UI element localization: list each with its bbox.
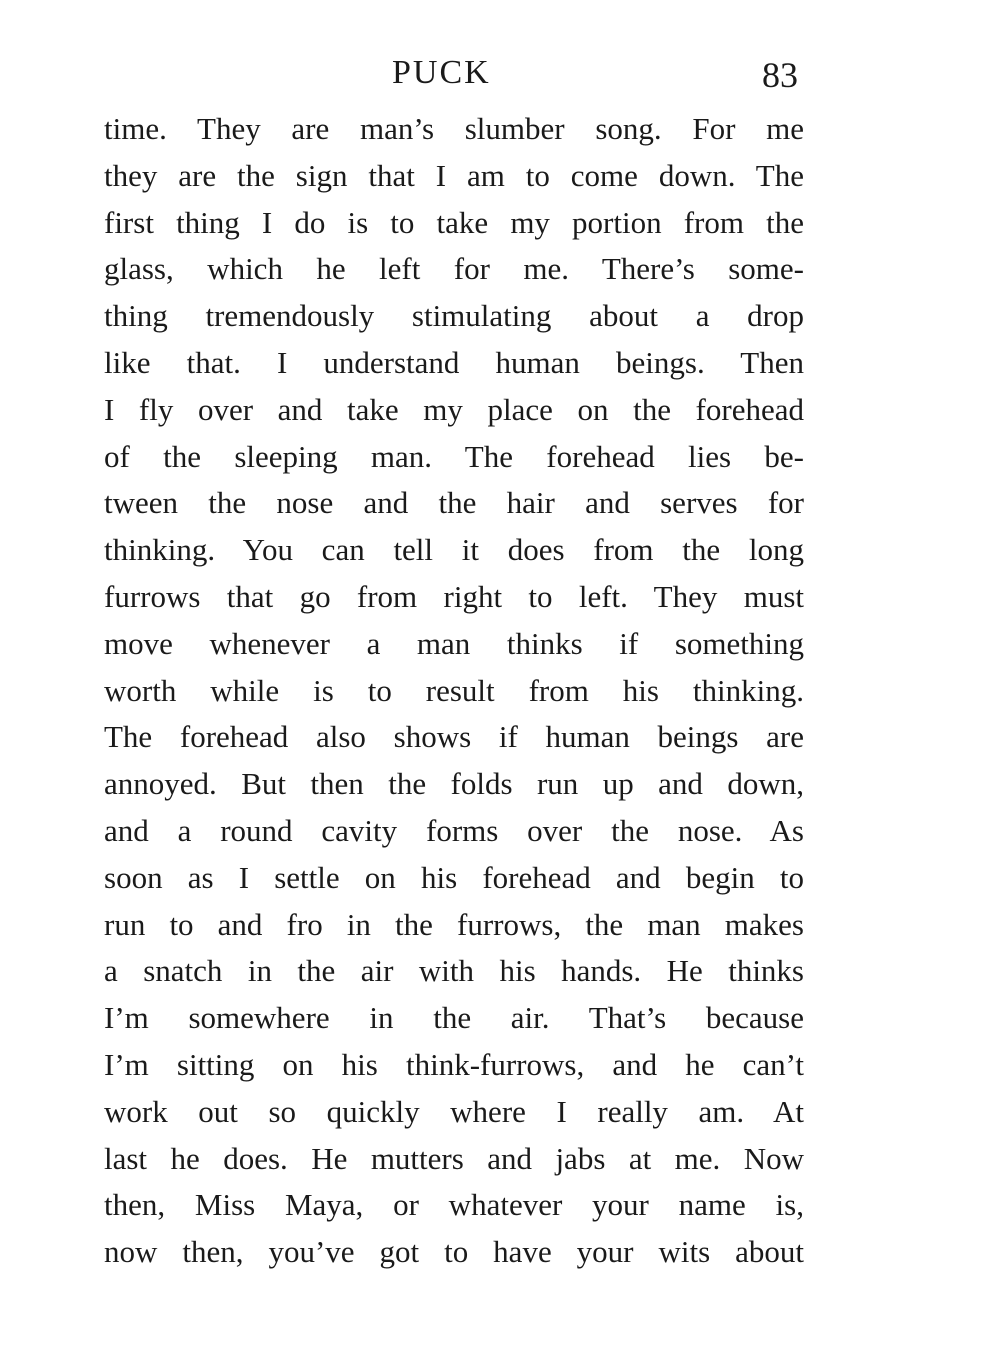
text-line: last he does. He mutters and jabs at me. Now: [104, 1140, 804, 1176]
text-line: and a round cavity forms over the nose. As: [104, 812, 804, 848]
text-line: first thing I do is to take my portion from the: [104, 204, 804, 240]
text-line: tween the nose and the hair and serves for: [104, 485, 804, 521]
text-line: now then, you’ve got to have your wits about: [104, 1234, 804, 1270]
text-line: I’m somewhere in the air. That’s because: [104, 1000, 804, 1036]
text-line: thinking. You can tell it does from the long: [104, 532, 804, 568]
text-line: of the sleeping man. The forehead lies be-: [104, 438, 804, 474]
text-line: I’m sitting on his think-furrows, and he can’t: [104, 1046, 804, 1082]
page-number: 83: [762, 55, 798, 95]
text-line: glass, which he left for me. There’s some-: [104, 251, 804, 287]
text-line: thing tremendously stimulating about a drop: [104, 298, 804, 334]
text-line: time. They are man’s slumber song. For me: [104, 111, 804, 146]
text-line: annoyed. But then the folds run up and down,: [104, 766, 804, 802]
text-line: The forehead also shows if human beings are: [104, 719, 804, 755]
text-line: I fly over and take my place on the forehead: [104, 391, 804, 427]
body-text: [104, 106, 804, 1276]
text-line: then, Miss Maya, or whatever your name is,: [104, 1187, 804, 1223]
text-line: work out so quickly where I really am. At: [104, 1093, 804, 1129]
text-line: move whenever a man thinks if something: [104, 625, 804, 661]
text-line: run to and fro in the furrows, the man makes: [104, 906, 804, 942]
text-line: furrows that go from right to left. They must: [104, 578, 804, 614]
text-line: soon as I settle on his forehead and begin to: [104, 859, 804, 895]
text-line: a snatch in the air with his hands. He thinks: [104, 953, 804, 989]
text-line: worth while is to result from his thinking.: [104, 672, 804, 708]
text-line: they are the sign that I am to come down. The: [104, 157, 804, 193]
running-head: [104, 48, 804, 98]
text-line: like that. I understand human beings. Then: [104, 344, 804, 380]
running-title: PUCK: [392, 54, 491, 91]
